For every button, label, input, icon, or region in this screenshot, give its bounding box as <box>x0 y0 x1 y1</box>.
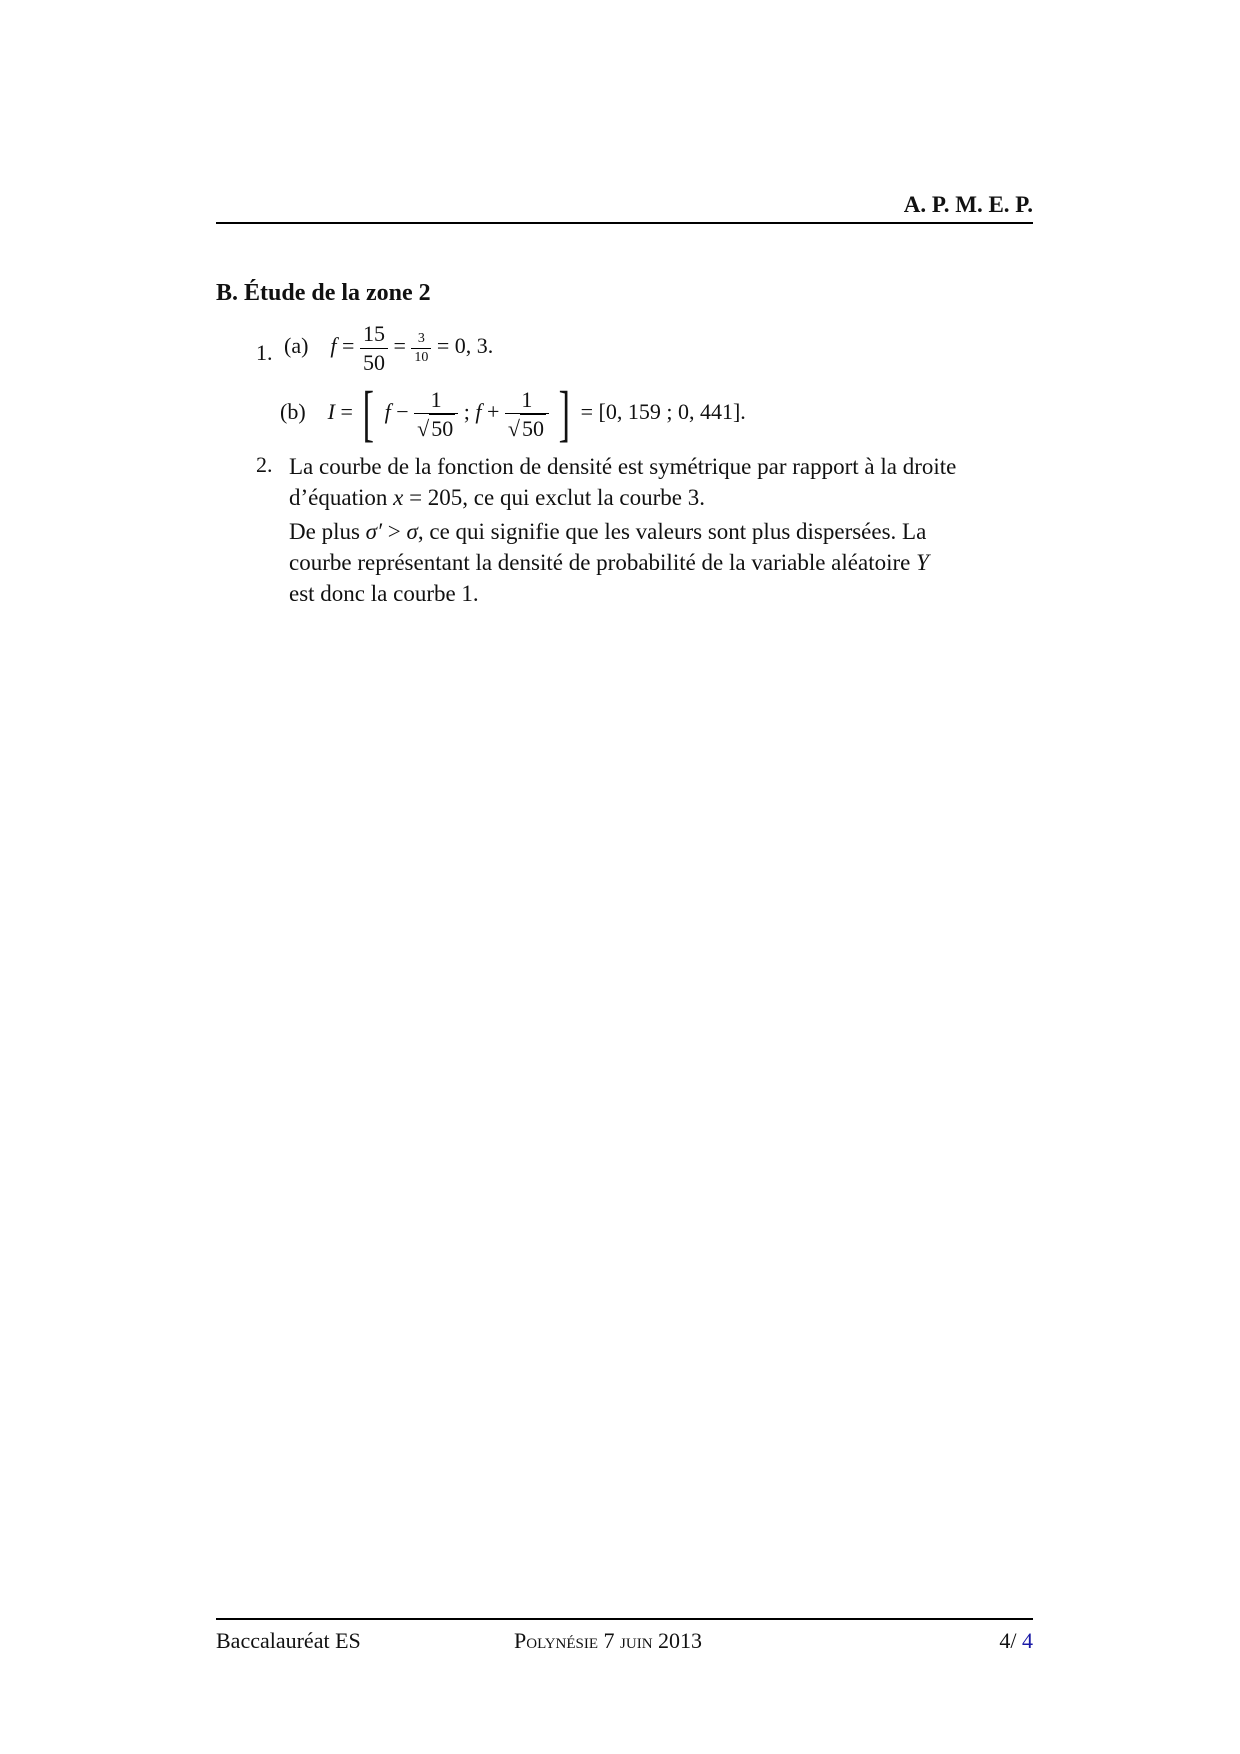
question-1a-label: (a) <box>284 333 309 359</box>
text-span: = 205, ce qui exclut la courbe 3. <box>403 485 705 510</box>
sqrt-symbol: √50 <box>507 416 544 441</box>
text-span: De plus <box>289 519 366 544</box>
paragraph-2-line-2 <box>289 547 1033 578</box>
section-title: B. Étude de la zone 2 <box>216 280 431 306</box>
question-1a-equals: = <box>342 333 355 359</box>
small-fraction-denominator: 10 <box>414 349 429 365</box>
paragraph-1-line-1: La courbe de la fonction de densité est symétrique par rapport à la droite <box>289 454 957 479</box>
question-1b-var: I <box>327 399 335 425</box>
paragraph-2-line-3: est donc la courbe 1. <box>289 581 479 606</box>
interval-f-left: f <box>384 399 391 425</box>
fraction-numerator: 1 <box>505 386 549 415</box>
fraction-1-sqrt50-left <box>414 386 458 443</box>
page-header: A. P. M. E. P. <box>903 192 1033 217</box>
question-1b-equals: = <box>340 399 353 425</box>
question-1b-label: (b) <box>280 399 306 425</box>
footer-rule <box>216 1618 1033 1620</box>
footer-left: Baccalauréat ES <box>216 1628 361 1653</box>
page-total-link[interactable]: 4 <box>1022 1628 1033 1653</box>
right-bracket: ] <box>559 380 571 448</box>
text-span: , ce qui signifie que les valeurs sont plus dispersées. La <box>417 519 927 544</box>
small-fraction-numerator: 3 <box>411 330 431 349</box>
question-2-paragraph-2 <box>289 516 1033 609</box>
math-var: Y <box>916 550 929 575</box>
footer-center: Polynésie 7 juin 2013 <box>514 1628 703 1653</box>
text-span: courbe représentant la densité de probabilité de la variable aléatoire <box>289 550 917 575</box>
fraction-numerator: 1 <box>414 386 458 415</box>
math-var: σ′ <box>365 519 383 544</box>
fraction-numerator: 15 <box>360 320 388 349</box>
footer-page-number <box>999 1628 1033 1654</box>
question-1-number: 1. <box>256 340 273 365</box>
fraction-1-sqrt50-right <box>505 386 549 443</box>
question-1a-var: f <box>330 333 337 359</box>
text-span: > <box>382 519 407 544</box>
interval-semicolon: ; <box>463 399 470 425</box>
sqrt-symbol: √50 <box>417 416 454 441</box>
interval-f-right: f <box>475 399 482 425</box>
left-bracket: [ <box>363 380 375 448</box>
math-var: σ <box>406 519 418 544</box>
fraction-denominator <box>505 414 549 443</box>
question-1b <box>280 380 746 448</box>
interval-minus: − <box>396 399 409 425</box>
question-2-number: 2. <box>256 452 273 477</box>
text-span: d’équation <box>289 485 394 510</box>
question-1a-result: = 0, 3. <box>436 333 494 359</box>
header-rule <box>216 222 1033 224</box>
fraction-denominator <box>414 414 458 443</box>
interval-plus: + <box>486 399 500 425</box>
radicand: 50 <box>521 416 544 441</box>
fraction-3-10 <box>411 330 431 366</box>
radicand: 50 <box>431 416 454 441</box>
math-var: x <box>393 485 404 510</box>
paragraph-2-line-1 <box>289 516 1033 547</box>
question-1b-result: = [0, 159 ; 0, 441]. <box>580 399 746 425</box>
question-2-paragraph-1 <box>289 451 1033 513</box>
question-1a <box>284 320 493 376</box>
fraction-15-50 <box>360 320 388 376</box>
question-1a-equals-2: = <box>393 333 406 359</box>
page-current: 4/ <box>999 1628 1017 1653</box>
fraction-denominator: 50 <box>362 349 385 375</box>
paragraph-1-line-2 <box>289 482 1033 513</box>
